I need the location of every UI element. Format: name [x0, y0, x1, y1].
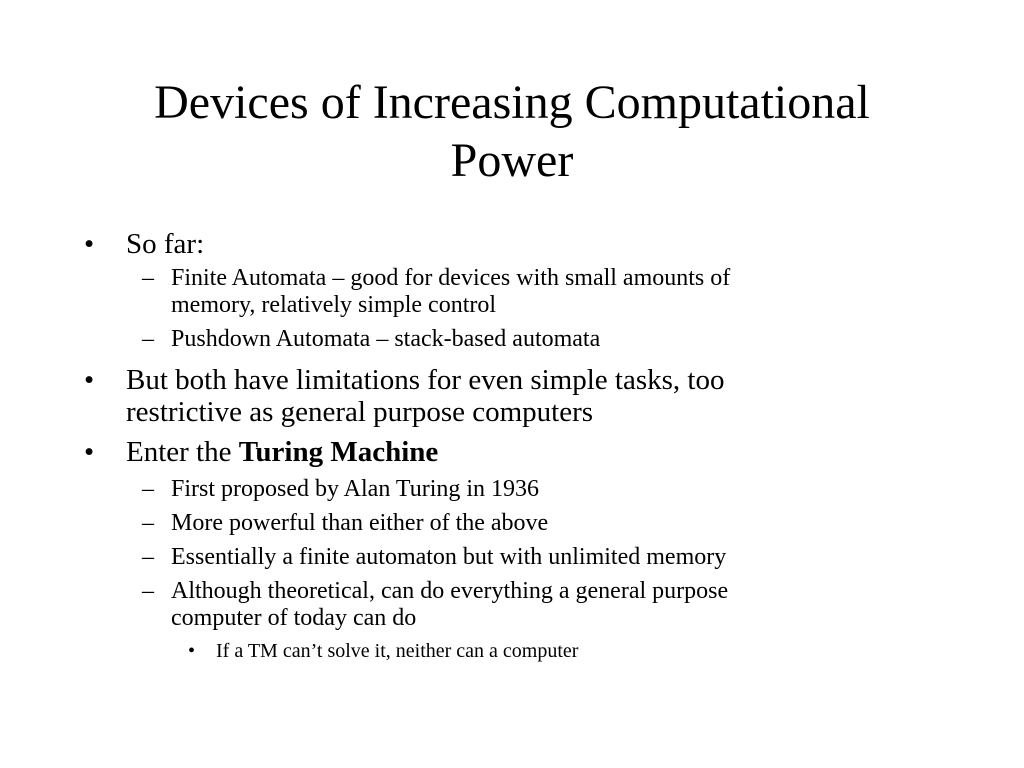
dash-marker: – — [142, 578, 154, 604]
bullet-text-line-1: But both have limitations for even simple tasks, too — [126, 364, 725, 396]
bullet-marker: • — [84, 364, 95, 396]
dash-marker: – — [142, 476, 154, 502]
sub-bullet-text: First proposed by Alan Turing in 1936 — [171, 476, 540, 502]
sub-bullet-alan-turing — [142, 476, 861, 503]
bullet-text: So far: — [126, 228, 205, 260]
sub-bullet-theoretical — [142, 578, 861, 632]
sub-bullet-finite-automata — [142, 265, 861, 319]
sub-bullet-text-line-1: Finite Automata – good for devices with small amounts of — [171, 265, 731, 291]
slide-title — [40, 74, 984, 190]
bullet-limitations — [84, 364, 886, 428]
bullet-text-bold: Turing Machine — [238, 436, 439, 468]
bullet-marker: • — [188, 640, 196, 662]
bullet-so-far — [84, 228, 886, 260]
sub-bullet-text-line-2: computer of today can do — [171, 605, 417, 631]
sub-bullet-text: Pushdown Automata – stack-based automata — [171, 326, 601, 352]
title-line-2: Power — [450, 134, 574, 187]
sub-sub-bullet-text: If a TM can’t solve it, neither can a computer — [216, 640, 579, 662]
sub-bullet-text-line-1: Although theoretical, can do everything a general purpose — [171, 578, 729, 604]
bullet-text-prefix: Enter the — [126, 436, 239, 468]
sub-bullet-pushdown-automata — [142, 326, 861, 353]
dash-marker: – — [142, 544, 154, 570]
bullet-marker: • — [84, 436, 95, 468]
title-line-1: Devices of Increasing Computational — [154, 76, 870, 129]
dash-marker: – — [142, 265, 154, 291]
sub-bullet-text: Essentially a finite automaton but with unlimited memory — [171, 544, 727, 570]
bullet-text-line-2: restrictive as general purpose computers — [126, 396, 594, 428]
sub-bullet-text: More powerful than either of the above — [171, 510, 549, 536]
sub-bullet-unlimited-memory — [142, 544, 861, 571]
sub-sub-bullet-tm-cant-solve — [188, 639, 916, 663]
dash-marker: – — [142, 326, 154, 352]
bullet-turing-machine — [84, 436, 886, 468]
bullet-marker: • — [84, 228, 95, 260]
bullet-text — [126, 436, 886, 468]
dash-marker: – — [142, 510, 154, 536]
sub-bullet-text-line-2: memory, relatively simple control — [171, 292, 497, 318]
sub-bullet-more-powerful — [142, 510, 861, 537]
